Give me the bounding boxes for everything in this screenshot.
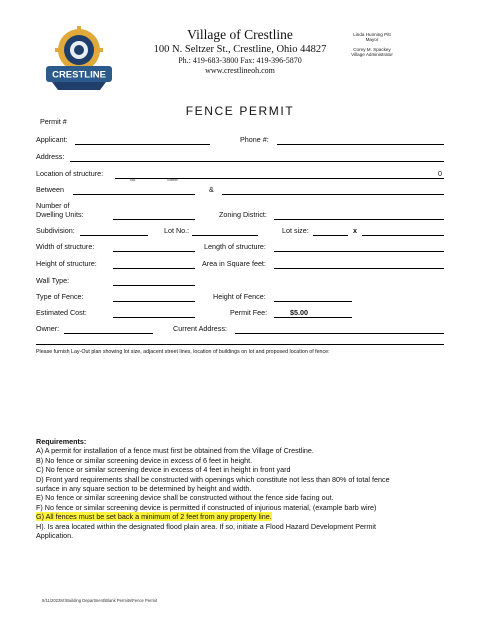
official-administrator [332, 47, 412, 58]
permit-fee-label: Permit Fee: [230, 308, 268, 317]
requirement-item: D) Front yard requirements shall be constructed with openings which constitute not less than 80% of total fence [36, 474, 390, 484]
number-of-label: Number of [36, 201, 70, 210]
layout-instruction: Please furnish Lay-Out plan showing lot size, adjacent street lines, location of buildings on lot and proposed location of fence: [36, 349, 330, 355]
org-name: Village of Crestline [187, 27, 293, 42]
requirements-heading: Requirements: [36, 437, 87, 446]
phone-label: Phone #: [240, 135, 269, 144]
lot-size-x: x [353, 226, 357, 235]
height-fence-field[interactable] [274, 301, 352, 302]
footer-path: 5/11/2022M:\Building Department\Blank Permits\Fence Permit [42, 598, 158, 603]
height-structure-field[interactable] [113, 268, 195, 269]
section-divider [36, 344, 444, 345]
length-label: Length of structure: [204, 242, 266, 251]
between-field-2[interactable] [222, 194, 444, 195]
applicant-label: Applicant: [36, 135, 68, 144]
between-no-caption: No. [130, 177, 137, 182]
current-address-label: Current Address: [173, 324, 227, 333]
requirement-item-highlighted: G) All fences must be set back a minimum of 2 feet from any property line. [36, 512, 272, 522]
width-field[interactable] [113, 251, 195, 252]
location-label: Location of structure: [36, 169, 104, 178]
form-title: FENCE PERMIT [185, 104, 295, 118]
height-fence-label: Height of Fence: [213, 292, 266, 301]
location-field[interactable] [115, 178, 444, 179]
est-cost-field[interactable] [113, 317, 195, 318]
subdivision-label: Subdivision: [36, 226, 75, 235]
width-label: Width of structure: [36, 242, 95, 251]
permit-fee-field[interactable] [274, 317, 352, 318]
est-cost-label: Estimated Cost: [36, 308, 87, 317]
official-mayor [332, 32, 412, 43]
org-address: 100 N. Seltzer St., Crestline, Ohio 44827 [153, 44, 327, 55]
requirement-item: H). Is area located within the designated flood plain area. If so, initiate a Flood Hazard Development Permit [36, 521, 376, 531]
official-role: Mayor [365, 37, 379, 43]
lot-size-field-2[interactable] [362, 235, 444, 236]
zoning-label: Zoning District: [219, 210, 267, 219]
official-name: Linda Hunning Pitt [353, 32, 391, 37]
org-phone-fax: Ph.: 419-683-3800 Fax: 419-396-5870 [178, 56, 302, 65]
dwelling-units-field[interactable] [113, 219, 195, 220]
area-label: Area in Square feet: [202, 259, 266, 268]
between-field-1[interactable] [73, 194, 195, 195]
requirements-section [36, 437, 436, 540]
location-value: 0 [438, 169, 442, 178]
requirement-item: F) No fence or similar screening device is permitted if constructed of injurious material, (example barb wire) [36, 502, 377, 512]
type-fence-field[interactable] [113, 301, 195, 302]
permit-number-label: Permit # [40, 117, 67, 126]
address-field[interactable] [70, 161, 444, 162]
length-field[interactable] [274, 251, 444, 252]
type-fence-label: Type of Fence: [36, 292, 84, 301]
owner-field[interactable] [64, 333, 153, 334]
subdivision-field[interactable] [80, 235, 148, 236]
layout-plan-area[interactable] [36, 360, 444, 434]
lot-size-field-1[interactable] [313, 235, 348, 236]
zoning-field[interactable] [274, 219, 444, 220]
address-label: Address: [36, 152, 65, 161]
official-name: Corey M. Spackey [353, 47, 391, 52]
lot-no-label: Lot No.: [164, 226, 190, 235]
owner-label: Owner: [36, 324, 60, 333]
phone-field[interactable] [277, 144, 444, 145]
wall-type-field[interactable] [113, 285, 195, 286]
official-role: Village Administrator [351, 52, 393, 58]
requirement-item: A) A permit for installation of a fence must first be obtained from the Village of Crestline. [36, 446, 314, 456]
area-field[interactable] [274, 268, 444, 269]
dwelling-units-label: Dwelling Units: [36, 210, 84, 219]
org-website: www.crestlineoh.com [205, 66, 275, 75]
requirement-item: surface in any square section to be determined by height and width. [36, 484, 252, 494]
lot-no-field[interactable] [192, 235, 258, 236]
applicant-field[interactable] [75, 144, 210, 145]
lot-size-label: Lot size: [282, 226, 309, 235]
requirement-item: E) No fence or similar screening device shall be constructed without the fence side facing out. [36, 493, 334, 503]
height-structure-label: Height of structure: [36, 259, 97, 268]
between-label: Between [36, 185, 64, 194]
between-street-caption: Street [167, 177, 178, 182]
permit-fee-value: $5.00 [290, 308, 308, 317]
between-ampersand: & [209, 185, 214, 194]
wall-type-label: Wall Type: [36, 276, 70, 285]
current-address-field[interactable] [235, 333, 444, 334]
logo-text: CRESTLINE [52, 69, 106, 81]
requirement-item: Application. [36, 531, 74, 541]
requirement-item: C) No fence or similar screening device in excess of 4 feet in height in front yard [36, 465, 291, 475]
requirement-item: B) No fence or similar screening device in excess of 6 feet in height. [36, 455, 253, 465]
